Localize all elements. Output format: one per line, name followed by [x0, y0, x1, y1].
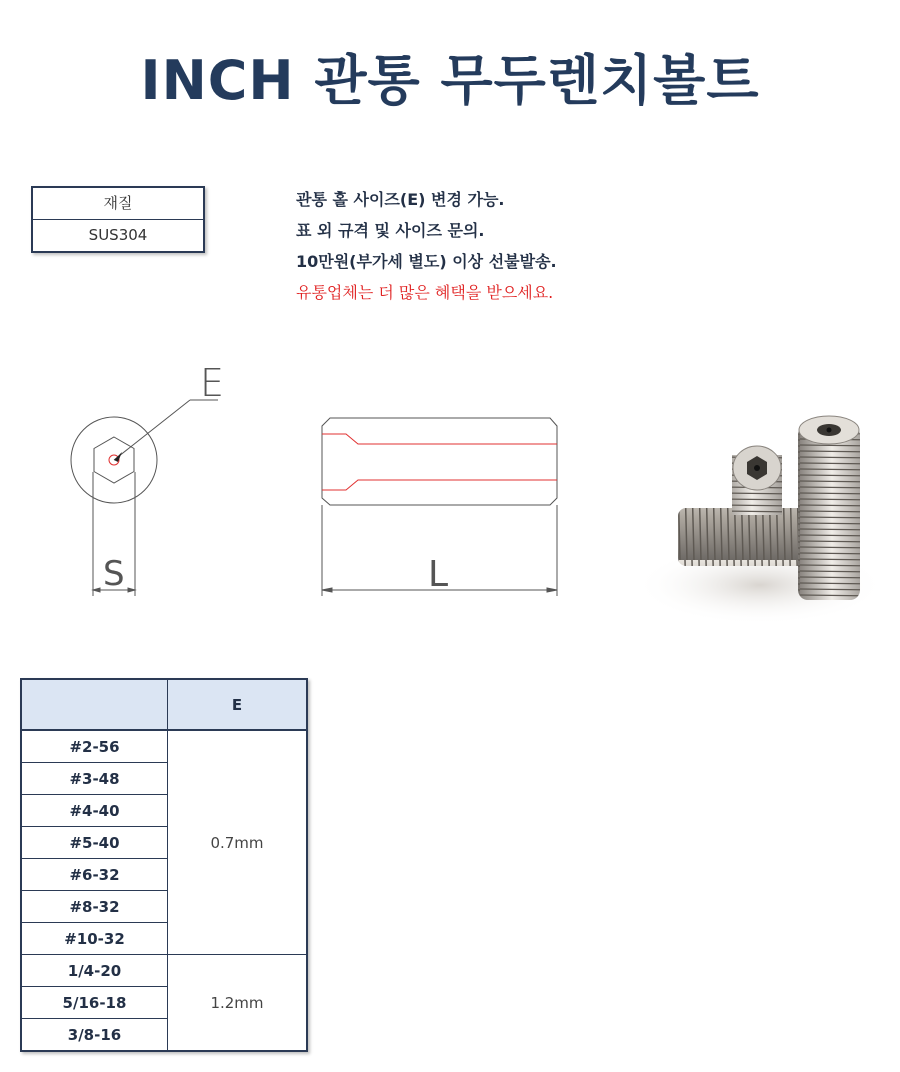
arrow-head	[114, 452, 122, 462]
note-2: 표 외 규격 및 사이즈 문의.	[296, 221, 485, 240]
size-cell: #6-32	[21, 859, 168, 891]
note-red: 유통업체는 더 많은 혜택을 받으세요.	[296, 283, 554, 302]
spec-table	[20, 678, 308, 1052]
size-cell: #3-48	[21, 763, 168, 795]
technical-drawing	[0, 350, 600, 610]
label-l: L	[428, 554, 449, 595]
e-value-cell: 1.2mm	[168, 955, 308, 1052]
header-e: E	[168, 679, 308, 730]
label-e: E	[200, 361, 225, 405]
header-size	[21, 679, 168, 730]
material-box	[31, 186, 205, 253]
label-s: S	[103, 554, 125, 594]
size-cell: #2-56	[21, 730, 168, 763]
hole-lines	[322, 434, 557, 490]
page-title: INCH 관통 무두렌치볼트	[140, 49, 760, 112]
note-3: 10만원(부가세 별도) 이상 선불발송.	[296, 252, 557, 271]
size-cell: 5/16-18	[21, 987, 168, 1019]
notes	[296, 184, 557, 308]
size-cell: #4-40	[21, 795, 168, 827]
size-cell: #10-32	[21, 923, 168, 955]
product-photo	[640, 400, 890, 640]
size-cell: 1/4-20	[21, 955, 168, 987]
material-header: 재질	[33, 188, 203, 220]
material-value: SUS304	[88, 226, 148, 244]
size-cell: #5-40	[21, 827, 168, 859]
table-row	[21, 955, 307, 987]
size-cell: 3/8-16	[21, 1019, 168, 1052]
note-1: 관통 홀 사이즈(E) 변경 가능.	[296, 190, 505, 209]
e-value-cell: 0.7mm	[168, 730, 308, 955]
table-header-row	[21, 679, 307, 730]
front-view	[71, 400, 218, 596]
table-row	[21, 730, 307, 763]
size-cell: #8-32	[21, 891, 168, 923]
